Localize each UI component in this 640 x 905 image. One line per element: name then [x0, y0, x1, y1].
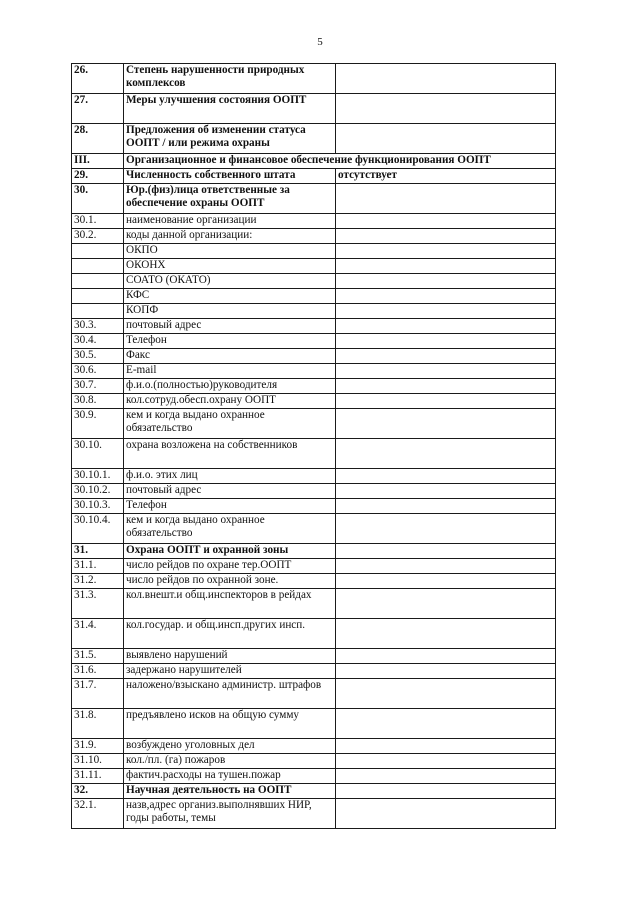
row-number-cell: 31.7.	[72, 679, 124, 709]
row-number-cell: 31.1.	[72, 559, 124, 574]
row-label-cell: число рейдов по охране тер.ООПТ	[124, 559, 336, 574]
table-row	[72, 229, 556, 244]
table-row	[72, 244, 556, 259]
table-row	[72, 274, 556, 289]
row-label-cell: КФС	[124, 289, 336, 304]
row-label-cell: охрана возложена на собственников	[124, 439, 336, 469]
row-number-cell: 26.	[72, 64, 124, 94]
row-number-cell: 31.9.	[72, 739, 124, 754]
row-label-cell: кол.внешт.и общ.инспекторов в рейдах	[124, 589, 336, 619]
table-row	[72, 169, 556, 184]
table-row	[72, 559, 556, 574]
row-value-cell[interactable]	[336, 349, 556, 364]
row-label-cell: СОАТО (ОКАТО)	[124, 274, 336, 289]
row-value-cell[interactable]	[336, 754, 556, 769]
row-value-cell[interactable]	[336, 289, 556, 304]
row-label-cell: задержано нарушителей	[124, 664, 336, 679]
row-value-cell[interactable]	[336, 679, 556, 709]
table-row	[72, 349, 556, 364]
row-value-cell[interactable]	[336, 559, 556, 574]
row-label-cell: Охрана ООПТ и охранной зоны	[124, 544, 336, 559]
row-label-cell: Меры улучшения состояния ООПТ	[124, 94, 336, 124]
row-value-cell[interactable]	[336, 439, 556, 469]
row-label-cell: фактич.расходы на тушен.пожар	[124, 769, 336, 784]
table-row	[72, 619, 556, 649]
row-number-cell: 30.4.	[72, 334, 124, 349]
table-row	[72, 379, 556, 394]
row-number-cell: 30.10.	[72, 439, 124, 469]
row-label-cell: Организационное и финансовое обеспечение функционирования ООПТ	[124, 154, 556, 169]
table-row	[72, 154, 556, 169]
row-number-cell: 30.5.	[72, 349, 124, 364]
row-number-cell: 31.5.	[72, 649, 124, 664]
table-row	[72, 649, 556, 664]
row-label-cell: ф.и.о. этих лиц	[124, 469, 336, 484]
row-label-cell: Численность собственного штата	[124, 169, 336, 184]
row-label-cell: ОКОНХ	[124, 259, 336, 274]
row-number-cell: 30.	[72, 184, 124, 214]
row-label-cell: число рейдов по охранной зоне.	[124, 574, 336, 589]
row-label-cell: Научная деятельность на ООПТ	[124, 784, 336, 799]
row-label-cell: Телефон	[124, 499, 336, 514]
table-row	[72, 184, 556, 214]
row-label-cell: ОКПО	[124, 244, 336, 259]
row-value-cell[interactable]	[336, 94, 556, 124]
row-value-cell[interactable]	[336, 664, 556, 679]
row-number-cell: 30.10.3.	[72, 499, 124, 514]
row-label-cell: кол.государ. и общ.инсп.других инсп.	[124, 619, 336, 649]
row-number-cell: 31.	[72, 544, 124, 559]
table-row	[72, 739, 556, 754]
table-row	[72, 499, 556, 514]
table-row	[72, 784, 556, 799]
row-number-cell	[72, 244, 124, 259]
row-label-cell: почтовый адрес	[124, 484, 336, 499]
table-row	[72, 544, 556, 559]
row-value-cell[interactable]	[336, 64, 556, 94]
row-value-cell[interactable]	[336, 709, 556, 739]
row-number-cell: 32.	[72, 784, 124, 799]
row-value-cell[interactable]	[336, 649, 556, 664]
row-value-cell[interactable]: отсутствует	[336, 169, 556, 184]
row-number-cell: 27.	[72, 94, 124, 124]
table-row	[72, 589, 556, 619]
table-row	[72, 484, 556, 499]
row-value-cell[interactable]	[336, 229, 556, 244]
row-value-cell[interactable]	[336, 769, 556, 784]
row-label-cell: Телефон	[124, 334, 336, 349]
row-number-cell	[72, 289, 124, 304]
row-label-cell: Степень нарушенности природных комплексов	[124, 64, 336, 94]
table-row	[72, 409, 556, 439]
table-row	[72, 514, 556, 544]
row-number-cell: 30.9.	[72, 409, 124, 439]
table-row	[72, 304, 556, 319]
table-row	[72, 574, 556, 589]
table-row	[72, 394, 556, 409]
row-value-cell[interactable]	[336, 214, 556, 229]
row-value-cell[interactable]	[336, 499, 556, 514]
row-label-cell: выявлено нарушений	[124, 649, 336, 664]
row-number-cell: 31.4.	[72, 619, 124, 649]
row-number-cell: 30.6.	[72, 364, 124, 379]
table-row	[72, 124, 556, 154]
row-label-cell: наименование организации	[124, 214, 336, 229]
row-value-cell[interactable]	[336, 544, 556, 559]
form-body	[72, 64, 556, 829]
row-number-cell: III.	[72, 154, 124, 169]
form-table	[71, 63, 556, 829]
row-number-cell: 30.10.2.	[72, 484, 124, 499]
row-value-cell[interactable]	[336, 469, 556, 484]
table-row	[72, 259, 556, 274]
row-number-cell: 30.3.	[72, 319, 124, 334]
row-value-cell[interactable]	[336, 739, 556, 754]
page-number: 5	[317, 36, 323, 48]
row-value-cell[interactable]	[336, 319, 556, 334]
row-number-cell: 29.	[72, 169, 124, 184]
table-row	[72, 364, 556, 379]
table-row	[72, 799, 556, 829]
row-label-cell: КОПФ	[124, 304, 336, 319]
row-number-cell: 30.7.	[72, 379, 124, 394]
row-label-cell: наложено/взыскано администр. штрафов	[124, 679, 336, 709]
row-number-cell: 30.8.	[72, 394, 124, 409]
table-row	[72, 334, 556, 349]
row-value-cell[interactable]	[336, 379, 556, 394]
row-label-cell: Предложения об изменении статуса ООПТ / или режима охраны	[124, 124, 336, 154]
table-row	[72, 94, 556, 124]
table-row	[72, 769, 556, 784]
row-label-cell: E-mail	[124, 364, 336, 379]
row-value-cell[interactable]	[336, 484, 556, 499]
row-label-cell: кем и когда выдано охранное обязательство	[124, 514, 336, 544]
row-value-cell[interactable]	[336, 799, 556, 829]
row-label-cell: Юр.(физ)лица ответственные за обеспечение охраны ООПТ	[124, 184, 336, 214]
row-label-cell: назв,адрес организ.выполнявших НИР, годы работы, темы	[124, 799, 336, 829]
table-row	[72, 679, 556, 709]
row-value-cell[interactable]	[336, 274, 556, 289]
row-value-cell[interactable]	[336, 619, 556, 649]
row-number-cell: 30.10.4.	[72, 514, 124, 544]
row-value-cell[interactable]	[336, 514, 556, 544]
row-number-cell: 31.6.	[72, 664, 124, 679]
row-label-cell: кем и когда выдано охранное обязательство	[124, 409, 336, 439]
row-number-cell: 30.10.1.	[72, 469, 124, 484]
row-label-cell: кол./пл. (га) пожаров	[124, 754, 336, 769]
row-label-cell: почтовый адрес	[124, 319, 336, 334]
row-number-cell: 31.8.	[72, 709, 124, 739]
table-row	[72, 319, 556, 334]
row-value-cell[interactable]	[336, 304, 556, 319]
row-value-cell[interactable]	[336, 784, 556, 799]
row-number-cell	[72, 259, 124, 274]
row-label-cell: Факс	[124, 349, 336, 364]
row-number-cell: 32.1.	[72, 799, 124, 829]
row-label-cell: ф.и.о.(полностью)руководителя	[124, 379, 336, 394]
row-number-cell: 30.2.	[72, 229, 124, 244]
row-value-cell[interactable]	[336, 334, 556, 349]
row-value-cell[interactable]	[336, 124, 556, 154]
row-value-cell[interactable]	[336, 364, 556, 379]
row-value-cell[interactable]	[336, 184, 556, 214]
table-row	[72, 664, 556, 679]
row-number-cell	[72, 304, 124, 319]
table-row	[72, 439, 556, 469]
row-value-cell[interactable]	[336, 409, 556, 439]
row-value-cell[interactable]	[336, 259, 556, 274]
row-label-cell: предъявлено исков на общую сумму	[124, 709, 336, 739]
row-label-cell: кол.сотруд.обесп.охрану ООПТ	[124, 394, 336, 409]
row-number-cell: 28.	[72, 124, 124, 154]
row-number-cell: 31.3.	[72, 589, 124, 619]
row-number-cell: 30.1.	[72, 214, 124, 229]
row-label-cell: возбуждено уголовных дел	[124, 739, 336, 754]
table-row	[72, 469, 556, 484]
table-row	[72, 289, 556, 304]
row-label-cell: коды данной организации:	[124, 229, 336, 244]
row-value-cell[interactable]	[336, 394, 556, 409]
table-row	[72, 709, 556, 739]
row-number-cell: 31.10.	[72, 754, 124, 769]
table-row	[72, 754, 556, 769]
row-value-cell[interactable]	[336, 574, 556, 589]
row-number-cell	[72, 274, 124, 289]
row-number-cell: 31.2.	[72, 574, 124, 589]
table-row	[72, 214, 556, 229]
row-value-cell[interactable]	[336, 244, 556, 259]
row-value-cell[interactable]	[336, 589, 556, 619]
row-number-cell: 31.11.	[72, 769, 124, 784]
table-row	[72, 64, 556, 94]
